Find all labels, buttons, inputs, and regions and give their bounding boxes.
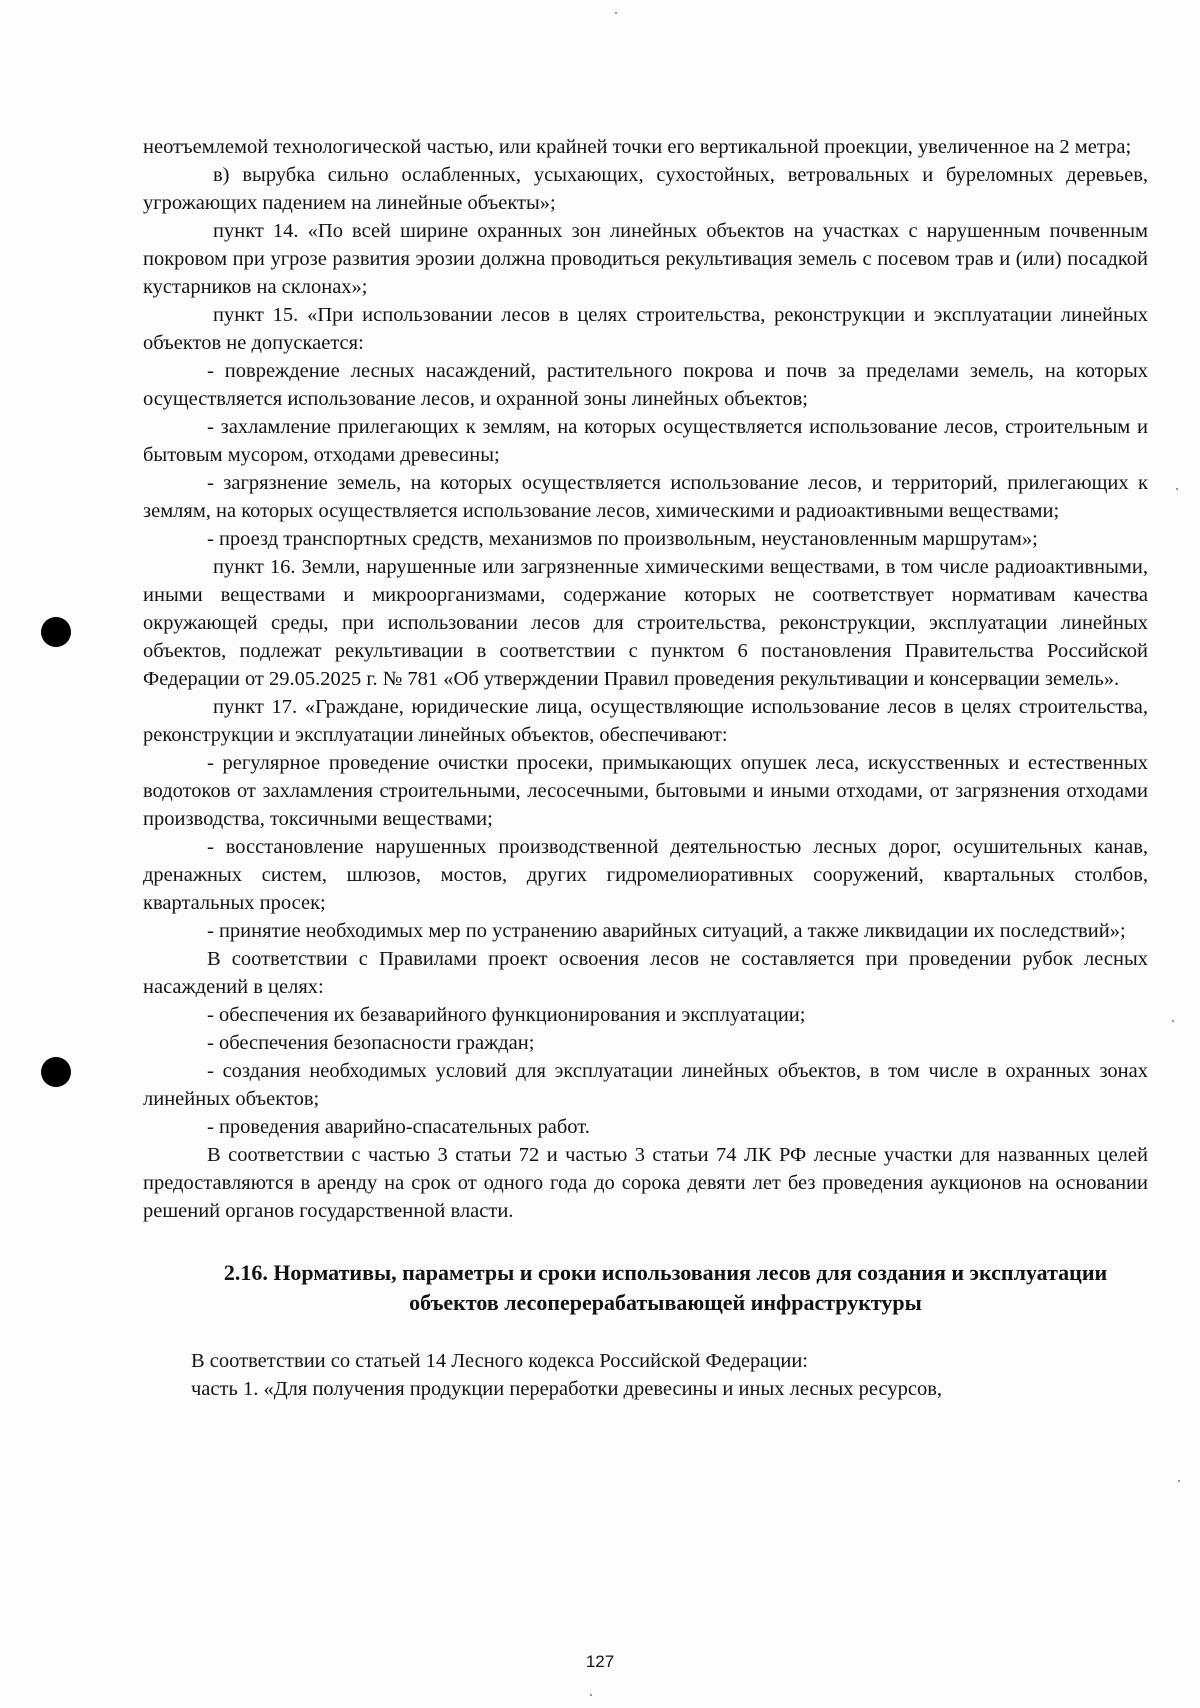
paragraph: В соответствии со статьей 14 Лесного кодекса Российской Федерации: [191, 1350, 808, 1372]
paragraph: - захламление прилегающих к землям, на которых осуществляется использование лесов, строительным и бытовым мусором, отходами древесины; [143, 416, 1148, 466]
punch-hole-top [41, 617, 71, 647]
paragraph: - создания необходимых условий для эксплуатации линейных объектов, в том числе в охранных зонах линейных объектов; [143, 1060, 1148, 1110]
paragraph: - повреждение лесных насаждений, растительного покрова и почв за пределами земель, на которых осуществляется использование лесов, и охранной зоны линейных объектов; [143, 360, 1148, 410]
paragraphs-after-heading [143, 1347, 1148, 1403]
paragraph: - обеспечения их безаварийного функционирования и эксплуатации; [207, 1004, 806, 1026]
paragraphs-before-heading [143, 133, 1148, 1225]
scan-speck [615, 12, 617, 14]
paragraph: часть 1. «Для получения продукции переработки древесины и иных лесных ресурсов, [191, 1378, 943, 1400]
scan-speck [1172, 1020, 1174, 1022]
document-body [143, 133, 1148, 1403]
paragraph: - проведения аварийно-спасательных работ. [207, 1116, 590, 1138]
paragraph: в) вырубка сильно ослабленных, усыхающих, сухостойных, ветровальных и буреломных деревьев, угрожающих падением на линейные объекты»; [143, 164, 1148, 214]
paragraph: В соответствии с Правилами проект освоения лесов не составляется при проведении рубок лесных насаждений в целях: [143, 948, 1148, 998]
paragraph: пункт 17. «Граждане, юридические лица, осуществляющие использование лесов в целях строительства, реконструкции и эксплуатации линейных объектов, обеспечивают: [143, 696, 1148, 746]
scan-speck [590, 1694, 592, 1696]
paragraph: - регулярное проведение очистки просеки, примыкающих опушек леса, искусственных и естественных водотоков от захламления строительными, лесосечными, бытовыми и иными отходами, от загрязнения отходами производства, токсичными веществами; [143, 752, 1148, 830]
paragraph: пункт 15. «При использовании лесов в целях строительства, реконструкции и эксплуатации линейных объектов не допускается: [143, 304, 1148, 354]
paragraph: - восстановление нарушенных производственной деятельностью лесных дорог, осушительных канав, дренажных систем, шлюзов, мостов, других гидромелиоративных сооружений, квартальных столбов, квартальных просек; [143, 836, 1148, 914]
scan-speck [1178, 1480, 1180, 1482]
punch-hole-bottom [41, 1057, 71, 1087]
paragraph: - принятие необходимых мер по устранению аварийных ситуаций, а также ликвидации их последствий»; [207, 920, 1126, 942]
paragraph: - проезд транспортных средств, механизмов по произвольным, неустановленным маршрутам»; [207, 528, 1038, 550]
paragraph: - обеспечения безопасности граждан; [207, 1032, 535, 1054]
scan-speck [1176, 488, 1178, 490]
section-heading: 2.16. Нормативы, параметры и сроки использования лесов для создания и эксплуатации объектов лесоперерабатывающей инфраструктуры [223, 1260, 1108, 1315]
paragraph: пункт 14. «По всей ширине охранных зон линейных объектов на участках с нарушенным почвенным покровом при угрозе развития эрозии должна проводиться рекультивация земель с посевом трав и (или) посадкой кустарников на склонах»; [143, 220, 1148, 298]
paragraph: - загрязнение земель, на которых осуществляется использование лесов, и территорий, прилегающих к землям, на которых осуществляется использование лесов, химическими и радиоактивными веществами; [143, 472, 1148, 522]
page-number: 127 [585, 1652, 615, 1671]
paragraph: пункт 16. Земли, нарушенные или загрязненные химическими веществами, в том числе радиоактивными, иными веществами и микроорганизмами, содержание которых не соответствует нормативам качества окружающей среды, при использовании лесов для строительства, реконструкции, эксплуатации линейных объектов, подлежат рекультивации в соответствии с пунктом 6 постановления Правительства Российской Федерации от 29.05.2025 г. № 781 «Об утверждении Правил проведения рекультивации и консервации земель». [143, 556, 1148, 690]
paragraph: В соответствии с частью 3 статьи 72 и частью 3 статьи 74 ЛК РФ лесные участки для названных целей предоставляются в аренду на срок от одного года до сорока девяти лет без проведения аукционов на основании решений органов государственной власти. [143, 1144, 1148, 1222]
paragraph: неотъемлемой технологической частью, или крайней точки его вертикальной проекции, увеличенное на 2 метра; [143, 136, 1132, 158]
